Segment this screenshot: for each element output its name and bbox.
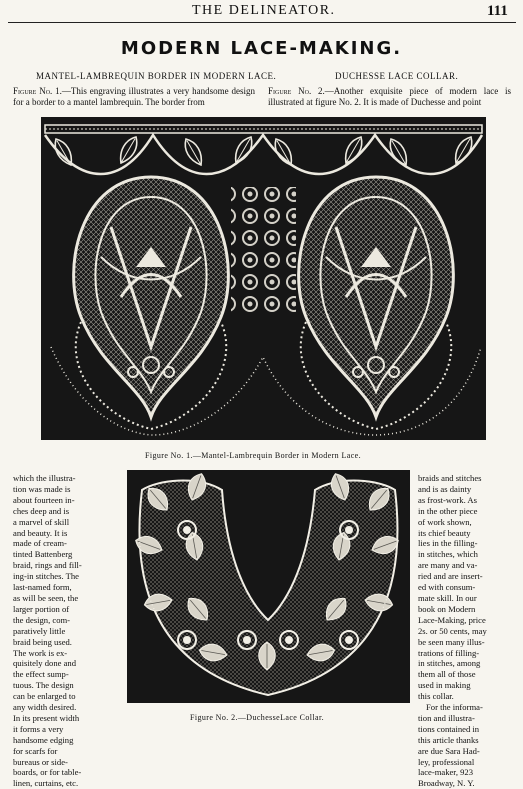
figure-2-caption: Figure No. 2.—DuchesseLace Collar. [190, 713, 325, 722]
text-line: them all of those [418, 669, 476, 680]
text-line: as will be seen, the [13, 592, 79, 603]
text-line: can be enlarged to [13, 691, 76, 702]
text-line: In its present width [13, 712, 80, 723]
figure-1-intro-text: —This engraving illustrates a very handsome design for a border to a mantel lambrequin. The border from [13, 86, 255, 107]
running-title: THE DELINEATOR. [192, 3, 336, 18]
text-line: book on Modern [418, 603, 476, 614]
intro-paragraph-figure-1 [13, 86, 255, 108]
text-line: lace-maker, 923 [418, 767, 474, 778]
figure-1-lead: Figure No. 1. [13, 86, 62, 96]
left-text-column [13, 473, 119, 789]
text-line: Broadway, N. Y. [418, 778, 475, 789]
text-line: and beauty. It is [13, 527, 68, 538]
text-line: boards, or for table- [13, 767, 82, 778]
text-line: a marvel of skill [13, 516, 70, 527]
text-line: are many and va- [418, 560, 478, 571]
section-heading-border: MANTEL-LAMBREQUIN BORDER IN MODERN LACE. [36, 71, 277, 81]
text-line: for scarfs for [13, 745, 58, 756]
text-line: last-named form, [13, 582, 72, 593]
text-line: the effect sump- [13, 669, 69, 680]
text-line: tions contained in [418, 723, 480, 734]
text-line: For the informa- [426, 702, 483, 713]
text-line: of work shown, [418, 516, 472, 527]
text-line: as frost-work. As [418, 494, 477, 505]
text-line: trations of filling- [418, 647, 480, 658]
text-line: any width desired. [13, 702, 77, 713]
text-line: in stitches, which [418, 549, 478, 560]
article-title: MODERN LACE-MAKING. [120, 38, 403, 59]
collar-engraving [127, 470, 410, 703]
text-line: paratively little [13, 625, 66, 636]
figure-2-intro-text: —Another exquisite piece of modern lace is illustrated at figure No. 2. It is made of Duchesse and point [268, 86, 511, 107]
text-line: about fourteen in- [13, 494, 75, 505]
text-line: ley, professional [418, 756, 475, 767]
text-line: this collar. [418, 691, 454, 702]
text-line: and is as dainty [418, 483, 472, 494]
text-line: ed with consum- [418, 582, 476, 593]
text-line: tion and illustra- [418, 712, 475, 723]
text-line: ried and are insert- [418, 571, 483, 582]
text-line: in stitches, among [418, 658, 481, 669]
text-line: tion was made is [13, 483, 71, 494]
text-line: which the illustra- [13, 473, 76, 483]
text-line: lies in the filling- [418, 538, 478, 549]
text-line: quisitely done and [13, 658, 77, 669]
figure-2-lead: Figure No. 2. [268, 86, 325, 96]
text-line: ches deep and is [13, 505, 70, 516]
intro-paragraph-figure-2 [268, 86, 511, 108]
text-line: bureaus or side- [13, 756, 68, 767]
text-line: mate skill. In our [418, 592, 477, 603]
text-line: linen, curtains, etc. [13, 778, 79, 789]
text-line: tinted Battenberg [13, 549, 73, 560]
text-line: are due Sara Had- [418, 745, 480, 756]
text-line: made of cream- [13, 538, 67, 549]
text-line: braid, rings and fill- [13, 560, 82, 571]
lace-border-engraving [41, 117, 486, 440]
text-line: The work is ex- [13, 647, 68, 658]
text-line: handsome edging [13, 734, 74, 745]
text-line: 2s. or 50 cents, may [418, 625, 487, 636]
text-line: in the other piece [418, 505, 478, 516]
text-line: be seen many illus- [418, 636, 485, 647]
text-line: braid being used. [13, 636, 72, 647]
text-line: the design, com- [13, 614, 71, 625]
text-line: tuous. The design [13, 680, 74, 691]
text-line: ing-in stitches. The [13, 571, 79, 582]
running-head [0, 3, 523, 21]
text-line: its chief beauty [418, 527, 471, 538]
text-line: Lace-Making, price [418, 614, 486, 625]
text-line: braids and stitches [418, 473, 482, 483]
text-line: used in making [418, 680, 471, 691]
text-line: this article thanks [418, 734, 479, 745]
figure-1-caption: Figure No. 1.—Mantel-Lambrequin Border in Modern Lace. [145, 451, 361, 460]
right-text-column [418, 473, 518, 789]
page-number: 111 [487, 3, 508, 19]
text-line: larger portion of [13, 603, 70, 614]
section-heading-collar: DUCHESSE LACE COLLAR. [335, 71, 459, 81]
header-rule [8, 22, 516, 23]
text-line: it forms a very [13, 723, 64, 734]
